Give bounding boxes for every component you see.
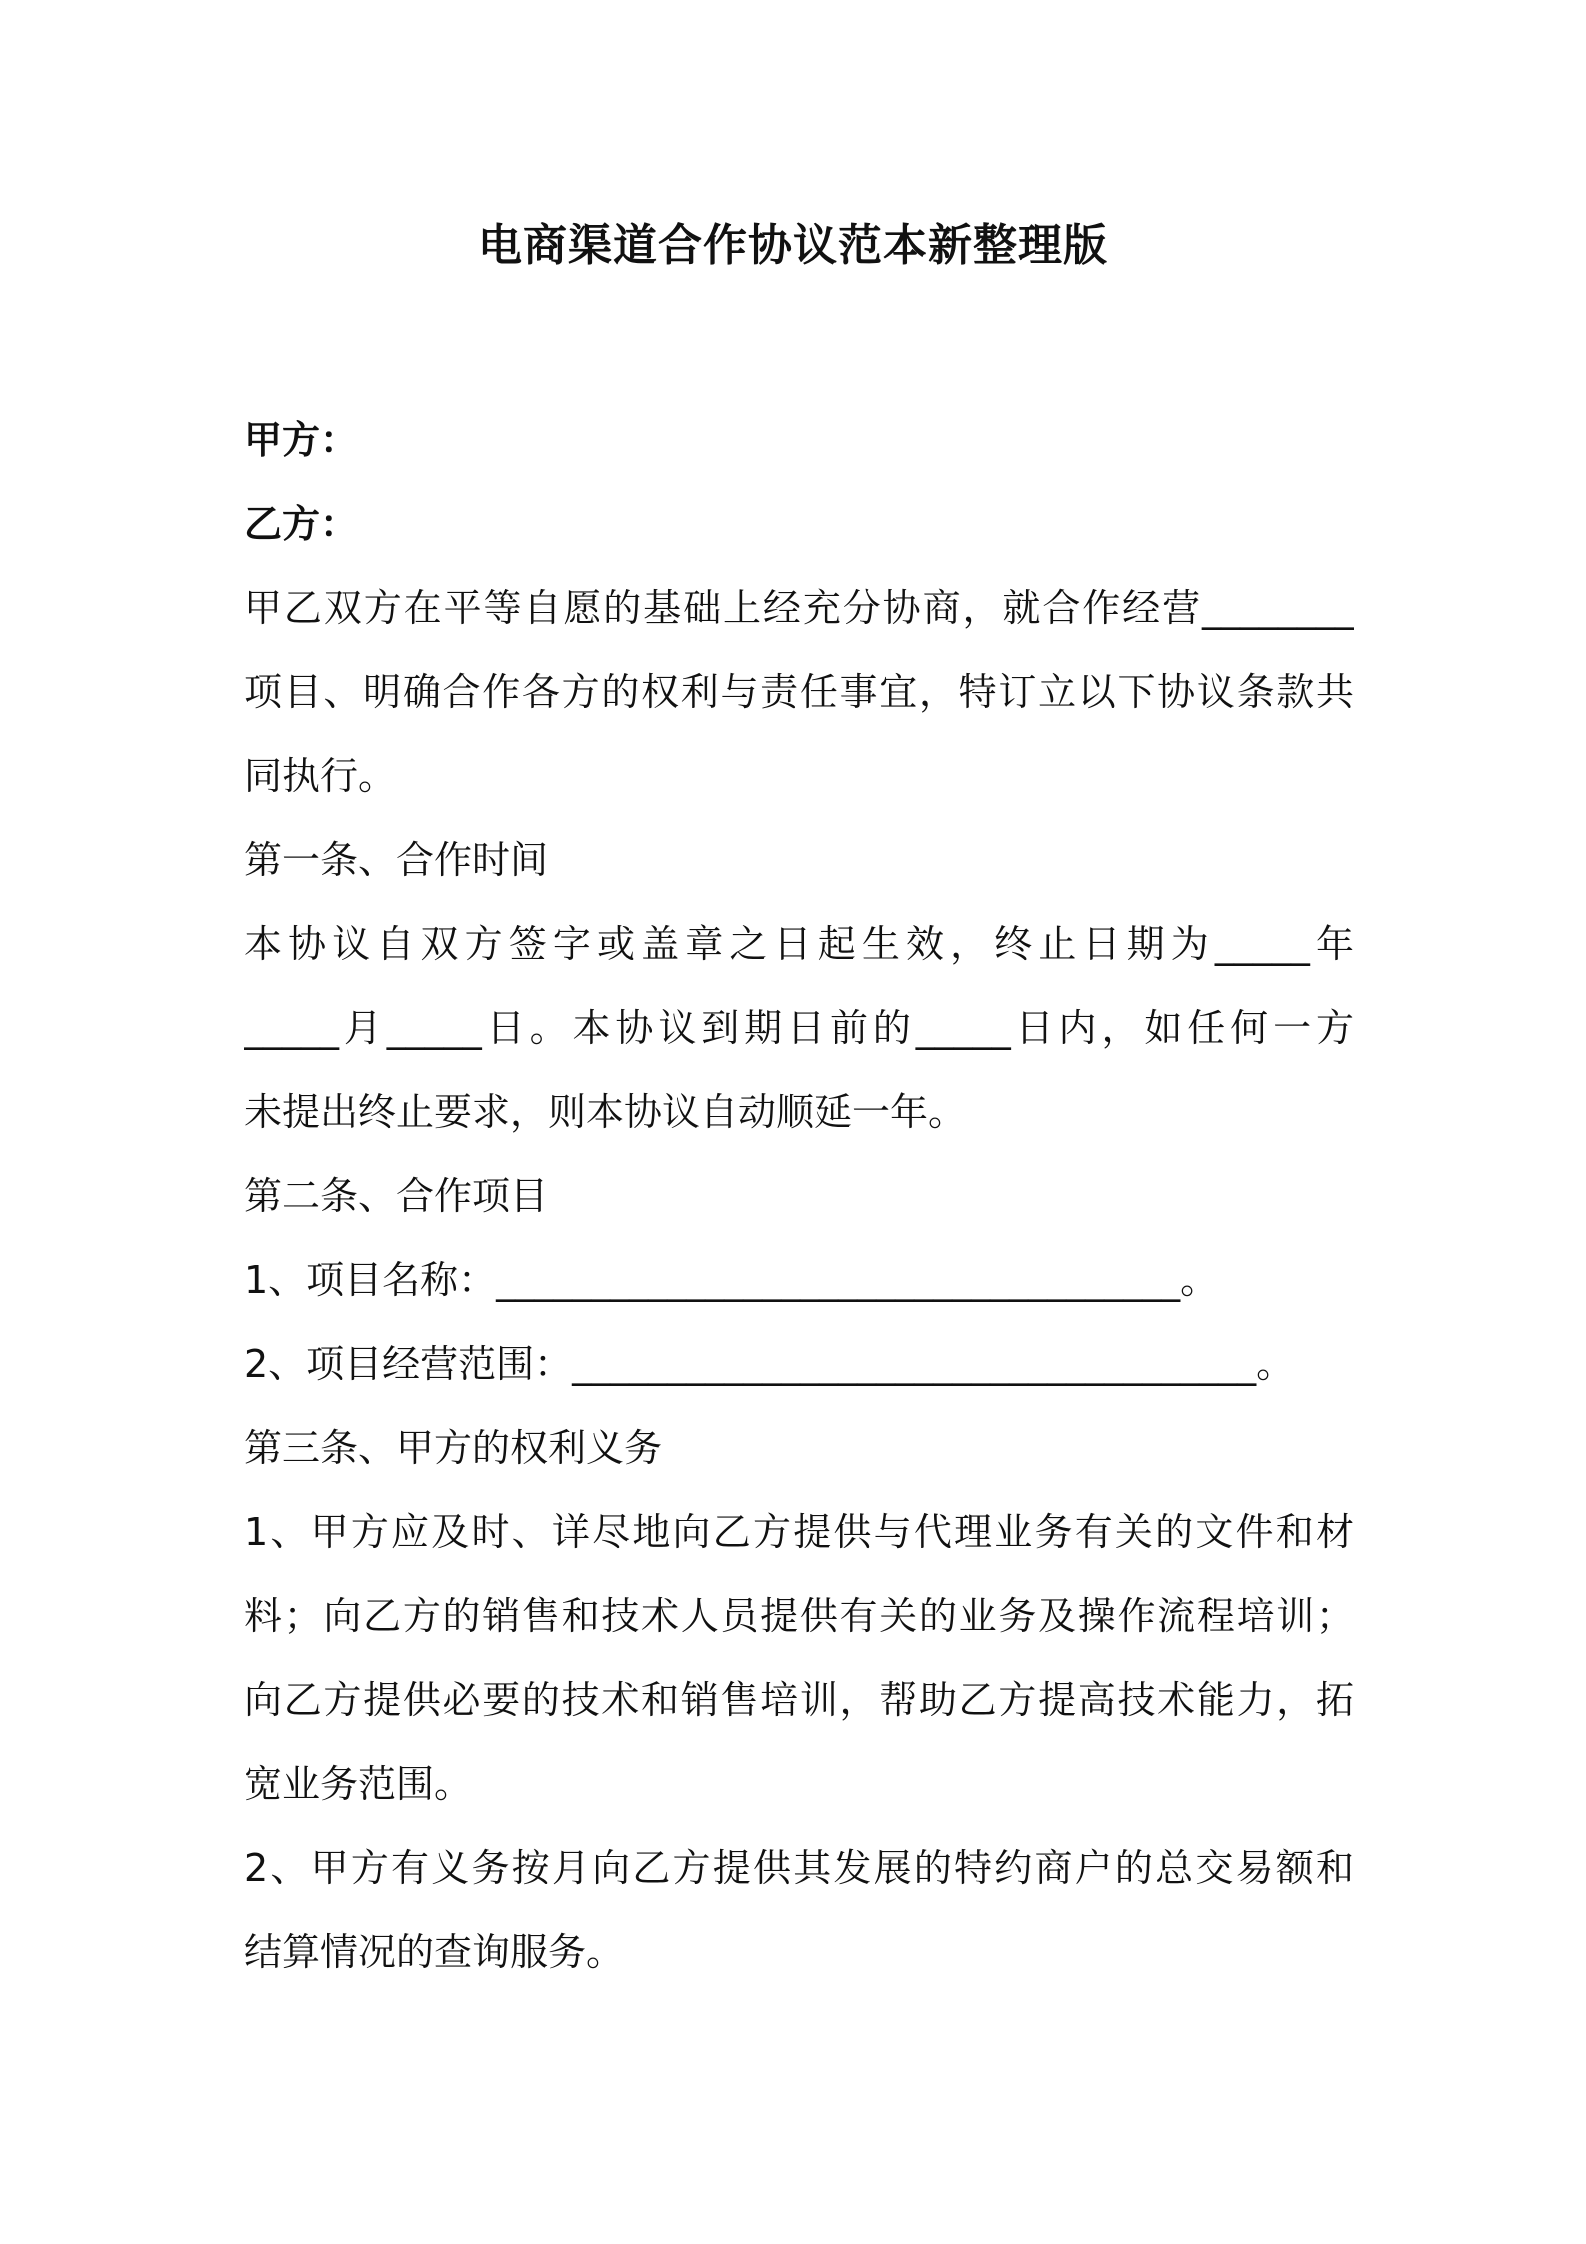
article2-item-2: 2、项目经营范围：____________________________________。 — [244, 1342, 1295, 1386]
article1-line-1: 本协议自双方签字或盖章之日起生效，终止日期为_____年 — [244, 922, 1354, 966]
article3-heading: 第三条、甲方的权利义务 — [244, 1426, 663, 1470]
party-b-label: 乙方： — [244, 502, 359, 546]
article2-heading: 第二条、合作项目 — [244, 1174, 549, 1218]
article2-item-1: 1、项目名称：____________________________________。 — [244, 1258, 1219, 1302]
article1-line-2: _____月_____日。本协议到期日前的_____日内，如任何一方 — [244, 1006, 1354, 1050]
document-title: 电商渠道合作协议范本新整理版 — [478, 220, 1108, 271]
article3-item1-line-2: 料；向乙方的销售和技术人员提供有关的业务及操作流程培训； — [244, 1594, 1354, 1638]
document-body — [244, 398, 1354, 1994]
article3-item2-line-1: 2、甲方有义务按月向乙方提供其发展的特约商户的总交易额和 — [244, 1846, 1354, 1890]
article1-line-3: 未提出终止要求，则本协议自动顺延一年。 — [244, 1090, 967, 1134]
article1-heading: 第一条、合作时间 — [244, 838, 549, 882]
party-a-label: 甲方： — [244, 418, 359, 462]
preamble-line-1: 甲乙双方在平等自愿的基础上经充分协商，就合作经营________ — [244, 586, 1354, 630]
article3-item2-line-2: 结算情况的查询服务。 — [244, 1930, 625, 1974]
preamble-line-2: 项目、明确合作各方的权利与责任事宜，特订立以下协议条款共 — [244, 670, 1354, 714]
article3-item1-line-3: 向乙方提供必要的技术和销售培训，帮助乙方提高技术能力，拓 — [244, 1678, 1354, 1722]
article3-item1-line-4: 宽业务范围。 — [244, 1762, 473, 1806]
preamble-line-3: 同执行。 — [244, 754, 397, 798]
article3-item1-line-1: 1、甲方应及时、详尽地向乙方提供与代理业务有关的文件和材 — [244, 1510, 1354, 1554]
